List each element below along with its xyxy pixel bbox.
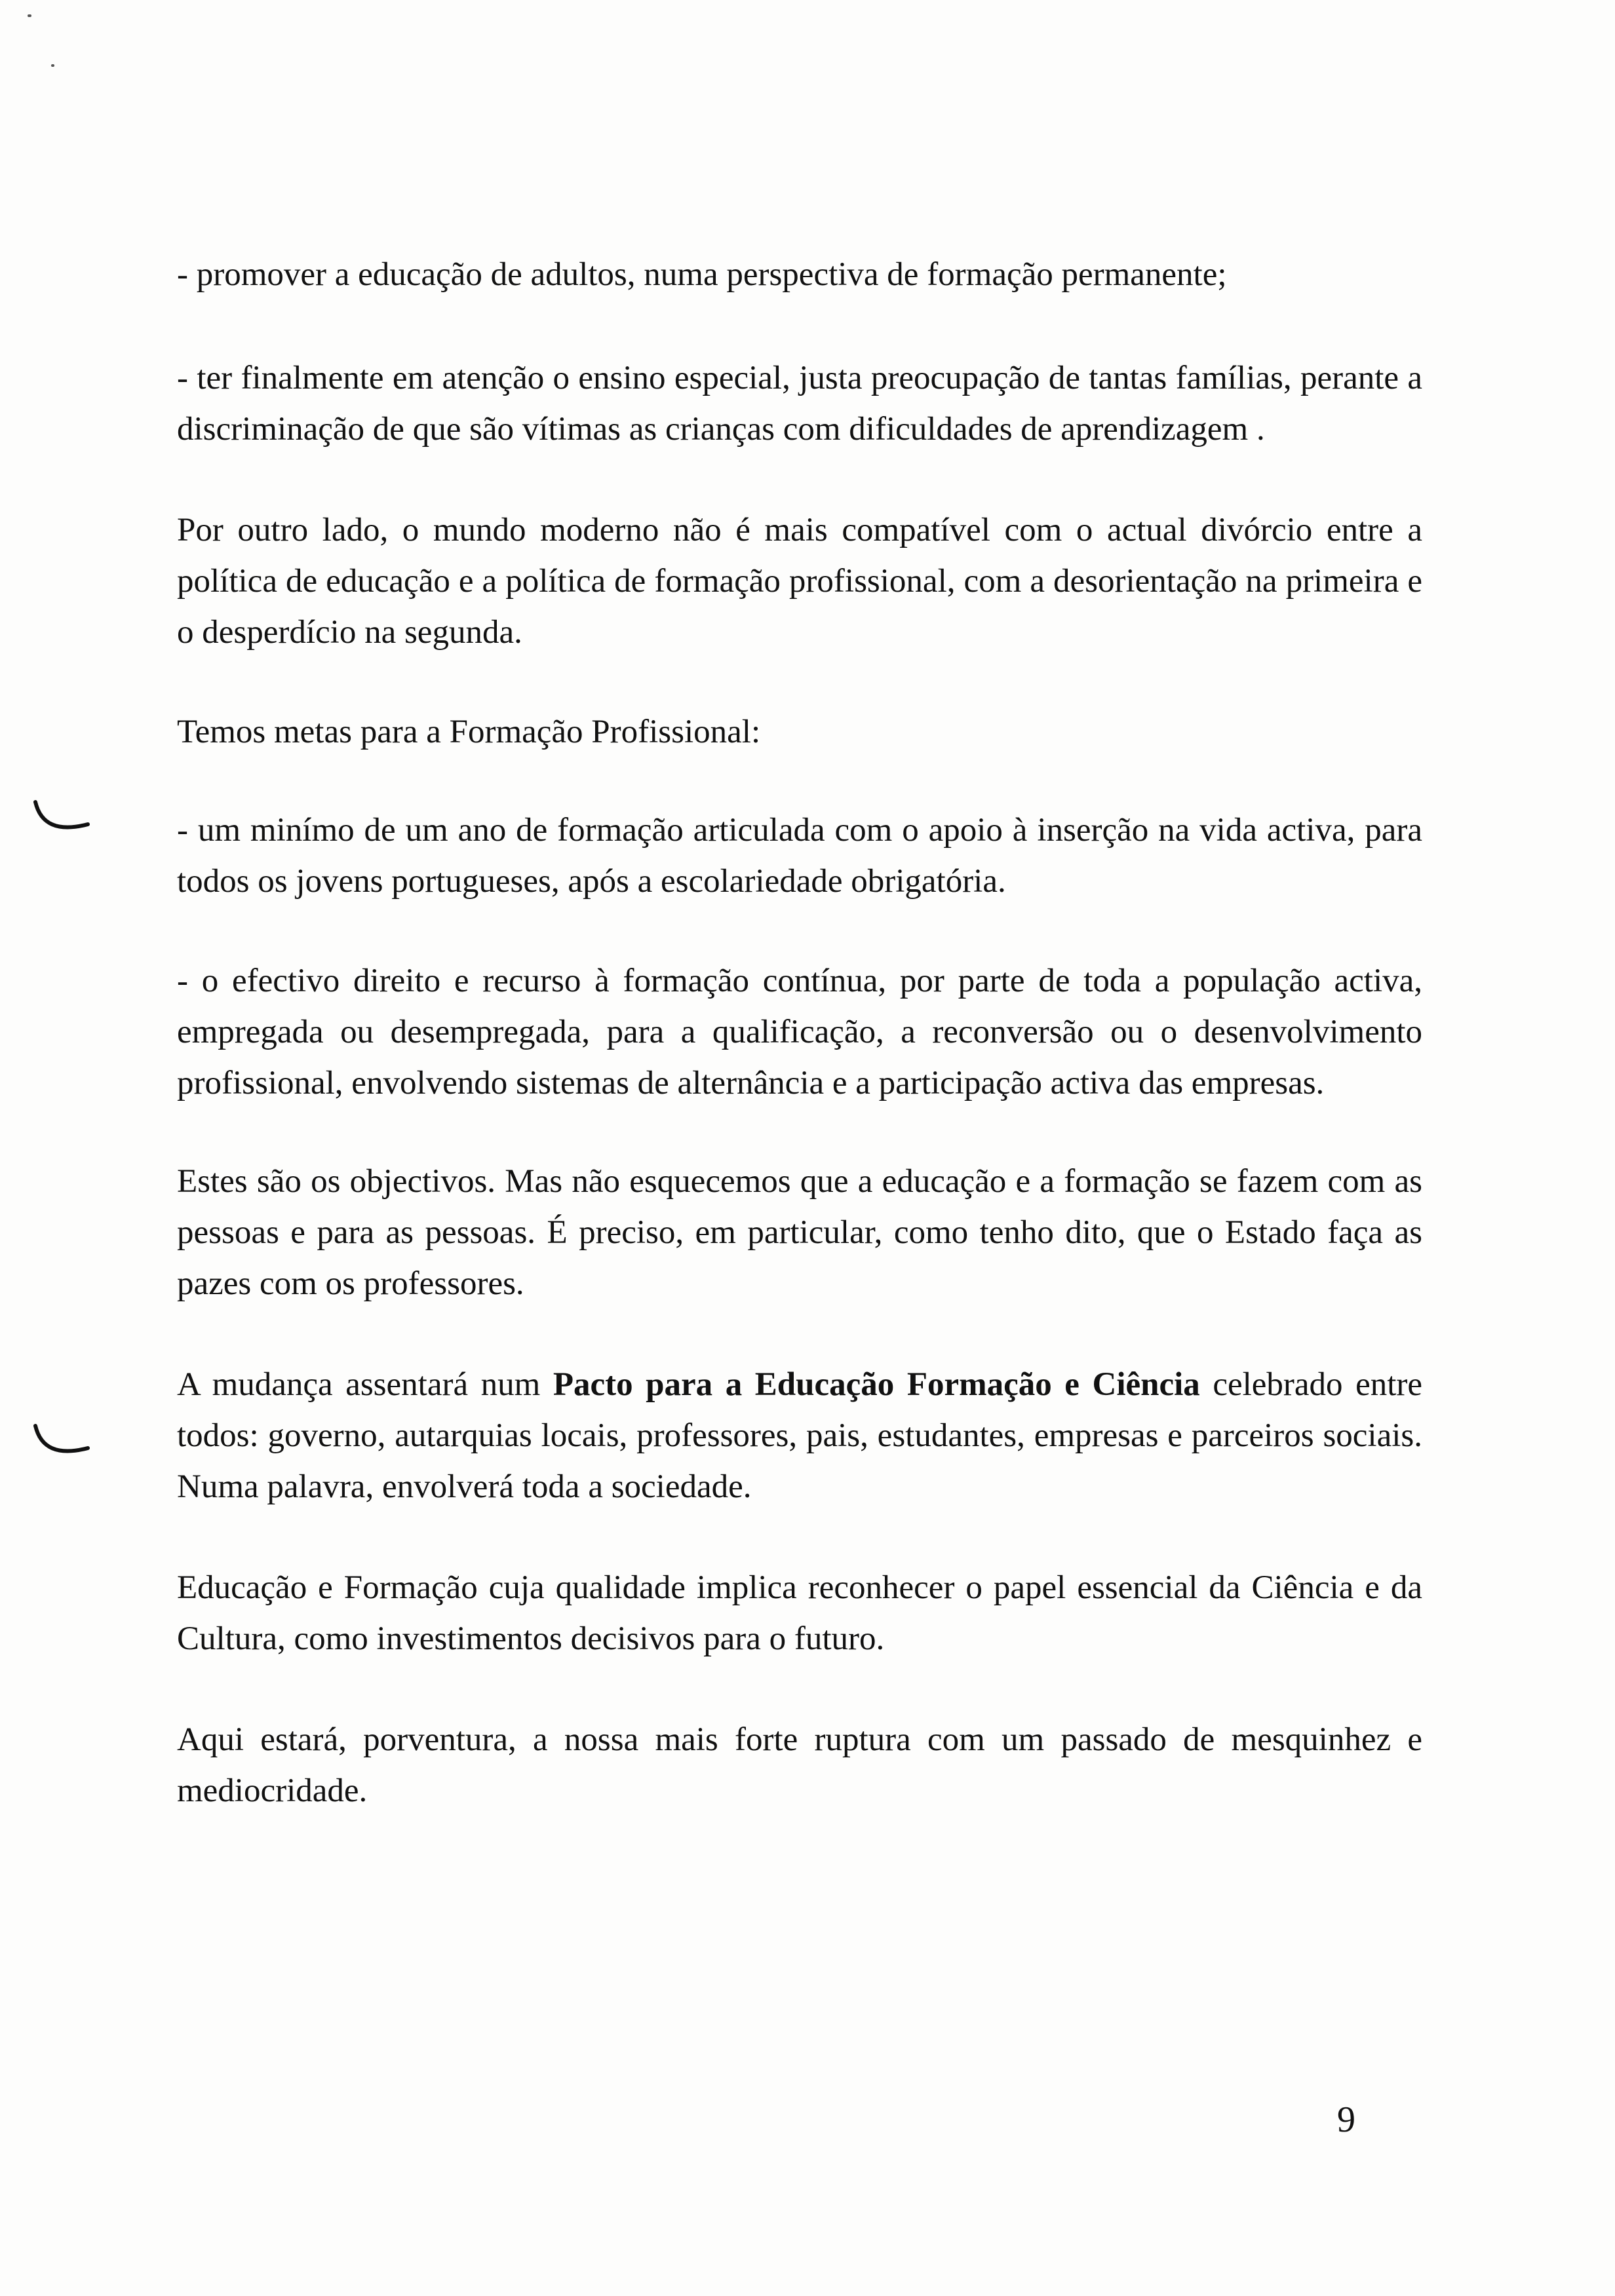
- paragraph-training-goals-heading: Temos metas para a Formação Profissional:: [177, 714, 761, 750]
- paragraph-science-culture: Educação e Formação cuja qualidade implica reconhecer o papel essencial da Ciência e da Cultura, como investimentos decisivos para o futuro.: [177, 1569, 1422, 1657]
- page-number: 9: [1337, 2099, 1355, 2140]
- pact-text-before: A mudança assentará num: [177, 1366, 553, 1403]
- paragraph-continuous-training: - o efectivo direito e recurso à formação contínua, por parte de toda a população activa, empregada ou desempregada, para a qualificação, a reconversão ou o desenvolvimento profissional, envolvendo sistemas de alternância e a participação activa das empresas.: [177, 963, 1422, 1101]
- scan-speck: [51, 64, 54, 67]
- paragraph-objectives: Estes são os objectivos. Mas não esquecemos que a educação e a formação se fazem com as pessoas e para as pessoas. É preciso, em particular, como tenho dito, que o Estado faça as pazes com os professores.: [177, 1163, 1422, 1302]
- paragraph-special-education: - ter finalmente em atenção o ensino especial, justa preocupação de tantas famílias, perante a discriminação de que são vítimas as crianças com dificuldades de aprendizagem .: [177, 360, 1422, 448]
- left-margin-tick-mark: [31, 798, 97, 844]
- paragraph-modern-world: Por outro lado, o mundo moderno não é mais compatível com o actual divórcio entre a política de educação e a política de formação profissional, com a desorientação na primeira e o desperdício na segunda.: [177, 512, 1422, 651]
- paragraph-rupture: Aqui estará, porventura, a nossa mais forte ruptura com um passado de mesquinhez e mediocridade.: [177, 1721, 1422, 1809]
- paragraph-pact: [177, 1359, 1422, 1512]
- document-body: [177, 249, 1422, 1816]
- paragraph-minimum-training-year: - um minímo de um ano de formação articulada com o apoio à inserção na vida activa, para todos os jovens portugueses, após a escolariedade obrigatória.: [177, 812, 1422, 900]
- scan-speck: [28, 14, 31, 17]
- pact-text-after: celebrado entre todos: governo, autarquias locais, professores, pais, estudantes, empresas e parceiros sociais. Numa palavra, envolverá toda a sociedade.: [177, 1366, 1423, 1505]
- paragraph-adult-education: - promover a educação de adultos, numa perspectiva de formação permanente;: [177, 256, 1227, 293]
- left-margin-tick-mark: [31, 1422, 97, 1468]
- pact-name-bold: Pacto para a Educação Formação e Ciência: [553, 1366, 1200, 1403]
